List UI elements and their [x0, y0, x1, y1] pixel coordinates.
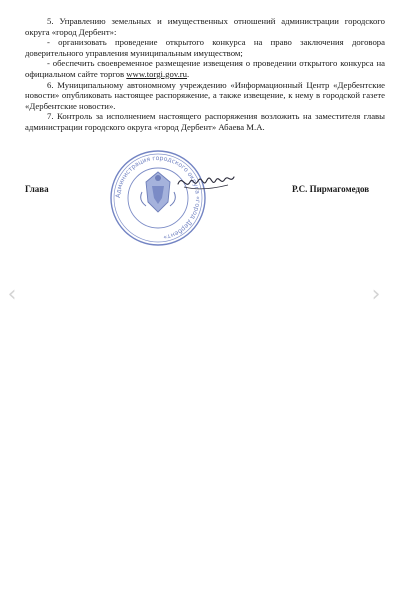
torgi-link[interactable]: www.torgi.gov.ru [126, 68, 188, 79]
paragraph-5-item-2-text: - обеспечить своевременное размещение извещения о проведении открытого конкурса на официальном сайте торгов [25, 58, 385, 79]
coat-of-arms-emblem [141, 172, 176, 212]
stamp-text: Администрация городского округа «город Дербент» [114, 154, 202, 241]
chevron-left-icon[interactable]: ‹ [7, 282, 17, 307]
signatory-name: Р.С. Пирмагомедов [292, 184, 370, 194]
paragraph-7: 7. Контроль за исполнением настоящего распоряжения возложить на заместителя главы администрации городского округа «город Дербент» Абаева М.А. [25, 111, 385, 132]
paragraph-5-item-1: - организовать проведение открытого конкурса на право заключения договора доверительного управления муниципальным имуществом; [25, 37, 385, 58]
chevron-right-icon[interactable]: › [371, 282, 381, 307]
handwritten-signature [176, 168, 236, 194]
paragraph-6: 6. Муниципальному автономному учреждению «Информационный Центр «Дербентские новости» опубликовать настоящее распоряжение, а также извещение, к нему в городской газете «Дербентские новости». [25, 79, 385, 111]
signatory-title: Глава [25, 184, 49, 194]
official-stamp [108, 148, 208, 248]
paragraph-5-item-2 [25, 58, 385, 79]
document-body [25, 16, 385, 133]
paragraph-5: 5. Управлению земельных и имущественных отношений администрации городского округа «город Дербент»: [25, 16, 385, 37]
link-suffix: . [187, 68, 190, 79]
